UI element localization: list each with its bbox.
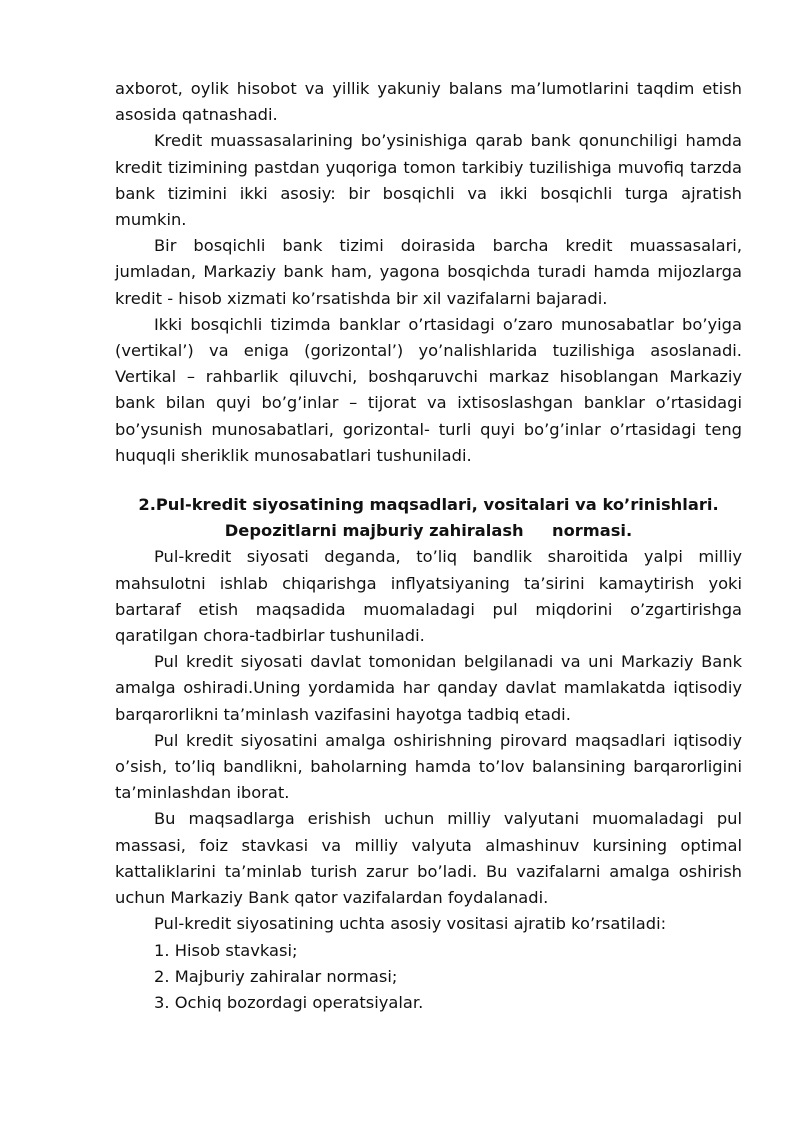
list-item: 1. Hisob stavkasi; [154, 940, 298, 960]
paragraph: Pul kredit siyosatini amalga oshirishning pirovard maqsadlari iqtisodiy o’sish, to’liq bandlikni, baholarning hamda to’lov balansining barqarorligini ta’minlashdan iborat. [115, 730, 742, 803]
section-heading [115, 492, 742, 544]
section-heading-line-2: Depozitlarni majburiy zahiralash normasi. [224, 521, 633, 541]
document-page [115, 76, 742, 1016]
paragraph: Pul-kredit siyosatining uchta asosiy vositasi ajratib ko’rsatiladi: [154, 914, 667, 934]
spacer [115, 469, 742, 492]
paragraph: Bir bosqichli bank tizimi doirasida barcha kredit muassasalari, jumladan, Markaziy bank ham, yagona bosqichda turadi hamda mijozlarga kredit - hisob xizmati ko’rsatishda bir xil vazifalarni bajaradi. [115, 236, 742, 308]
paragraph: Pul kredit siyosati davlat tomonidan belgilanadi va uni Markaziy Bank amalga oshiradi.Uning yordamida har qanday davlat mamlakatda iqtisodiy barqarorlikni ta’minlash vazifasini hayotga tadbiq etadi. [115, 652, 742, 724]
paragraph: axborot, oylik hisobot va yillik yakuniy balans ma’lumotlarini taqdim etish asosida qatnashadi. [115, 79, 742, 125]
section-heading-line-1: 2.Pul-kredit siyosatining maqsadlari, vositalari va ko’rinishlari. [138, 495, 719, 515]
list-item: 2. Majburiy zahiralar normasi; [154, 966, 398, 986]
paragraph: Kredit muassasalarining bo’ysinishiga qarab bank qonunchiligi hamda kredit tizimining pastdan yuqoriga tomon tarkibiy tuzilishiga muvofiq tarzda bank tizimini ikki asosiy: bir bosqichli va ikki bosqichli turga ajratish mumkin. [115, 131, 742, 230]
paragraph: Bu maqsadlarga erishish uchun milliy valyutani muomaladagi pul massasi, foiz stavkasi va milliy valyuta almashinuv kursining optimal kattaliklarini ta’minlab turish zarur bo’ladi. Bu vazifalarni amalga oshirish uchun Markaziy Bank qator vazifalardan foydalanadi. [115, 809, 742, 908]
list-item: 3. Ochiq bozordagi operatsiyalar. [154, 992, 424, 1012]
paragraph: Ikki bosqichli tizimda banklar o’rtasidagi o’zaro munosabatlar bo’yiga (vertikal’) va eniga (gorizontal’) yo’nalishlarida tuzilishiga asoslanadi. Vertikal – rahbarlik qiluvchi, boshqaruvchi markaz hisoblangan Markaziy bank bilan quyi bo’g’inlar – tijorat va ixtisoslashgan banklar o’rtasidagi bo’ysunish munosabatlari, gorizontal- turli quyi bo’g’inlar o’rtasidagi teng huquqli sheriklik munosabatlari tushuniladi. [115, 314, 742, 465]
paragraph: Pul-kredit siyosati deganda, to’liq bandlik sharoitida yalpi milliy mahsulotni ishlab chiqarishga inflyatsiyaning ta’sirini kamaytirish yoki bartaraf etish maqsadida muomaladagi pul miqdorini o’zgartirishga qaratilgan chora-tadbirlar tushuniladi. [115, 547, 742, 646]
